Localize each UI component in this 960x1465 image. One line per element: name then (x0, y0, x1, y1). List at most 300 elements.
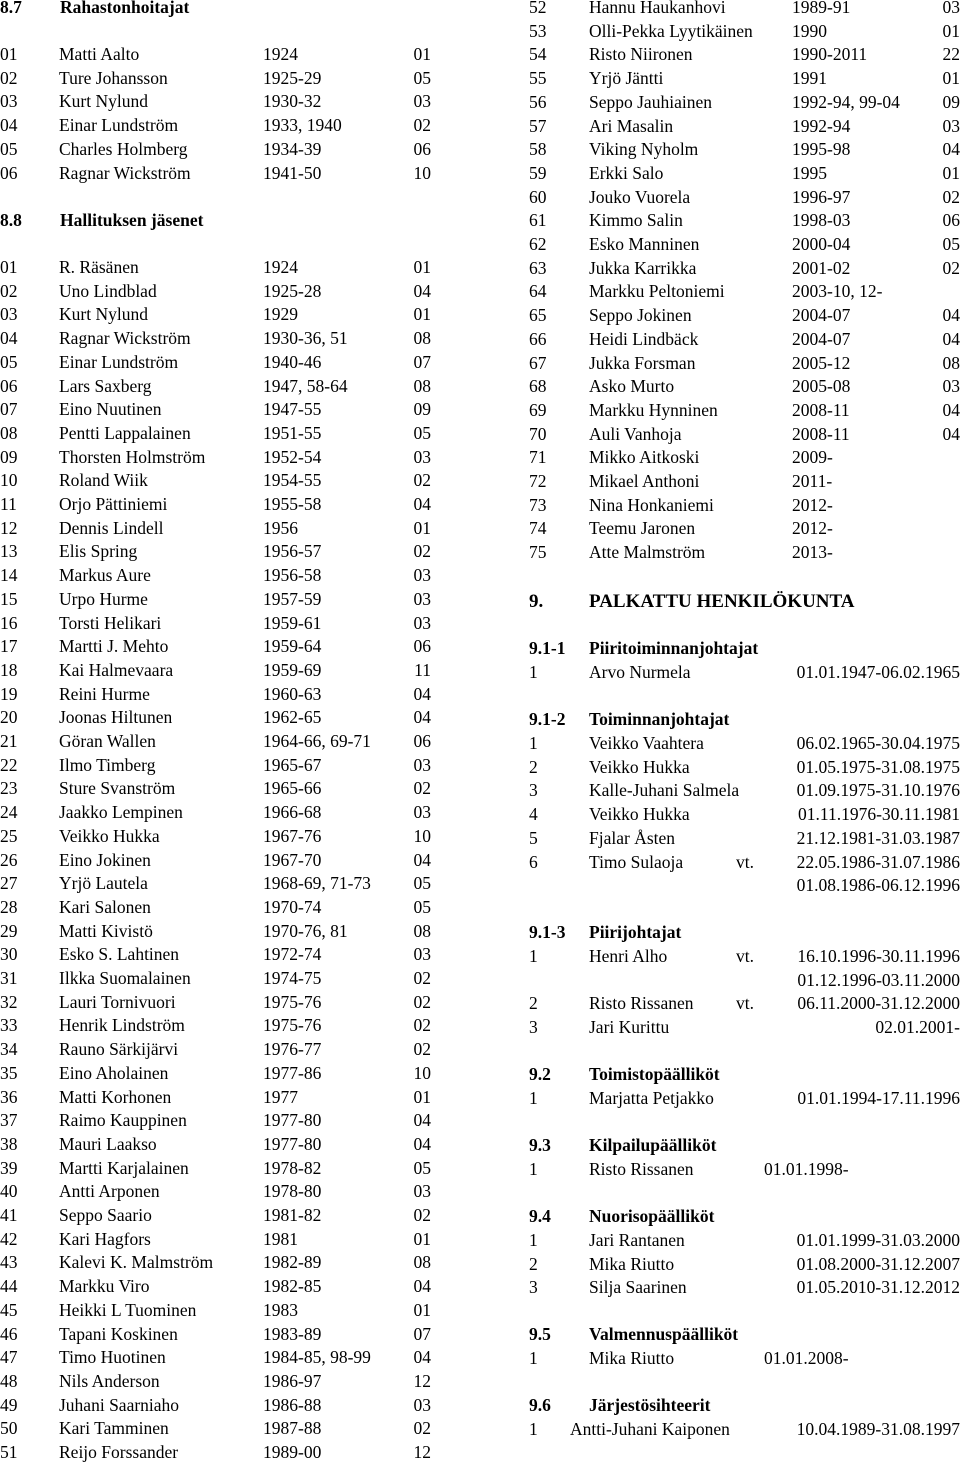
person-name: Olli-Pekka Lyytikäinen (589, 20, 753, 44)
term-count: 04 (414, 683, 432, 707)
years: 1956-57 (263, 540, 321, 564)
person-name: Seppo Saario (59, 1204, 152, 1228)
row-number: 12 (0, 517, 18, 541)
years: 2008-11 (792, 423, 850, 447)
row-number: 53 (529, 20, 547, 44)
years: 2004-07 (792, 328, 850, 352)
section-heading-8-8 (0, 209, 480, 233)
section-title: Kilpailupäälliköt (589, 1134, 716, 1158)
term-count: 01 (414, 1228, 432, 1252)
row-number: 28 (0, 896, 18, 920)
board-member-row (0, 1346, 480, 1370)
person-name: Heidi Lindbäck (589, 328, 698, 352)
row-number: 41 (0, 1204, 18, 1228)
section-heading-9 (529, 590, 960, 614)
person-name: Jari Rantanen (589, 1229, 685, 1253)
term-count: 01 (414, 1086, 432, 1110)
board-member-row (0, 517, 480, 541)
years: 1977 (263, 1086, 298, 1110)
section-title: Piirijohtajat (589, 921, 681, 945)
board-member-row (0, 872, 480, 896)
section-title: Toimistopäälliköt (589, 1063, 720, 1087)
row-number: 65 (529, 304, 547, 328)
row-number: 38 (0, 1133, 18, 1157)
person-name: Martti J. Mehto (59, 635, 168, 659)
person-name: Risto Rissanen (589, 992, 694, 1016)
section-title: Hallituksen jäsenet (60, 209, 203, 233)
row-number: 2 (529, 992, 538, 1016)
years: 2001-02 (792, 257, 850, 281)
row-number: 10 (0, 469, 18, 493)
board-member-row (529, 162, 960, 186)
board-member-row (0, 327, 480, 351)
person-name: Rauno Särkijärvi (59, 1038, 178, 1062)
period: 01.01.2008- (764, 1347, 849, 1371)
row-number: 22 (0, 754, 18, 778)
term-count: 04 (414, 1133, 432, 1157)
years: 1987-88 (263, 1417, 321, 1441)
row-number: 57 (529, 115, 547, 139)
person-name: Einar Lundström (59, 351, 178, 375)
years: 1983-89 (263, 1323, 321, 1347)
person-name: Charles Holmberg (59, 138, 187, 162)
term-count: 01 (414, 303, 432, 327)
term-count: 09 (943, 91, 960, 115)
person-name: Yrjö Lautela (59, 872, 148, 896)
years: 2012- (792, 517, 833, 541)
term-count: 01 (414, 1299, 432, 1323)
row-number: 23 (0, 777, 18, 801)
term-count: 02 (414, 1417, 432, 1441)
row-number: 31 (0, 967, 18, 991)
treasurer-row (0, 162, 480, 186)
board-member-row (0, 991, 480, 1015)
row-number: 35 (0, 1062, 18, 1086)
years: 1959-69 (263, 659, 321, 683)
board-member-row (0, 1038, 480, 1062)
years: 1940-46 (263, 351, 321, 375)
years: 1986-88 (263, 1394, 321, 1418)
row-number: 15 (0, 588, 18, 612)
row-number: 05 (0, 351, 18, 375)
section-title: Järjestösihteerit (589, 1394, 710, 1418)
term-count: 08 (414, 375, 432, 399)
staff-row (529, 992, 960, 1016)
person-name: Elis Spring (59, 540, 137, 564)
term-count: 02 (414, 469, 432, 493)
row-number: 11 (0, 493, 17, 517)
term-count: 02 (414, 1038, 432, 1062)
period: 22.05.1986-31.07.1986 (797, 851, 960, 875)
person-name: Esko Manninen (589, 233, 699, 257)
term-count: 01 (943, 67, 960, 91)
period: 01.12.1996-03.11.2000 (797, 969, 960, 993)
person-name: Kari Tamminen (59, 1417, 169, 1441)
board-member-row (529, 517, 960, 541)
section-heading-9-1-1 (529, 637, 960, 661)
term-count: 01 (943, 20, 960, 44)
term-count: 04 (943, 328, 960, 352)
person-name: Henrik Lindström (59, 1014, 185, 1038)
board-member-row (0, 635, 480, 659)
board-member-row (529, 304, 960, 328)
term-count: 06 (414, 635, 432, 659)
row-number: 29 (0, 920, 18, 944)
board-member-row (0, 920, 480, 944)
term-count: 05 (414, 67, 432, 91)
board-member-row (0, 706, 480, 730)
term-count: 08 (414, 327, 432, 351)
person-name: Mika Riutto (589, 1347, 674, 1371)
treasurer-row (0, 138, 480, 162)
years: 1992-94 (792, 115, 850, 139)
section-heading-9-5 (529, 1323, 960, 1347)
board-member-row (0, 1062, 480, 1086)
years: 1957-59 (263, 588, 321, 612)
board-member-row (0, 967, 480, 991)
term-count: 02 (414, 991, 432, 1015)
term-count: 01 (414, 517, 432, 541)
row-number: 16 (0, 612, 18, 636)
section-title: Piiritoiminnanjohtajat (589, 637, 758, 661)
years: 1947, 58-64 (263, 375, 348, 399)
person-name: Kai Halmevaara (59, 659, 173, 683)
person-name: Mauri Laakso (59, 1133, 157, 1157)
years: 1981 (263, 1228, 298, 1252)
person-name: Eino Jokinen (59, 849, 151, 873)
person-name: Mikko Aitkoski (589, 446, 699, 470)
person-name: Uno Lindblad (59, 280, 157, 304)
person-name: Risto Rissanen (589, 1158, 694, 1182)
person-name: Atte Malmström (589, 541, 705, 565)
term-count: 09 (414, 398, 432, 422)
section-number: 9.6 (529, 1394, 551, 1418)
person-name: Veikko Hukka (589, 803, 690, 827)
row-number: 01 (0, 43, 18, 67)
board-member-row (0, 1275, 480, 1299)
staff-row (529, 1087, 960, 1111)
term-count: 08 (414, 1251, 432, 1275)
row-number: 1 (529, 1158, 538, 1182)
person-name: Veikko Vaahtera (589, 732, 704, 756)
row-number: 69 (529, 399, 547, 423)
years: 2003-10, 12- (792, 280, 882, 304)
board-member-row (529, 209, 960, 233)
section-heading-8-7 (0, 0, 480, 20)
period: 01.01.1999-31.03.2000 (797, 1229, 960, 1253)
years: 1951-55 (263, 422, 321, 446)
row-number: 07 (0, 398, 18, 422)
years: 1967-76 (263, 825, 321, 849)
term-count: 12 (414, 1441, 432, 1465)
row-number: 55 (529, 67, 547, 91)
person-name: Einar Lundström (59, 114, 178, 138)
person-name: Reijo Forssander (59, 1441, 178, 1465)
person-name: Matti Korhonen (59, 1086, 171, 1110)
board-member-row (0, 943, 480, 967)
row-number: 45 (0, 1299, 18, 1323)
person-name: Kari Salonen (59, 896, 151, 920)
row-number: 71 (529, 446, 547, 470)
term-count: 04 (414, 1346, 432, 1370)
period: 01.01.1947-06.02.1965 (797, 661, 960, 685)
board-member-row (529, 541, 960, 565)
acting-mark: vt. (736, 945, 754, 969)
row-number: 19 (0, 683, 18, 707)
row-number: 48 (0, 1370, 18, 1394)
term-count: 03 (943, 0, 960, 20)
section-title: Nuorisopäälliköt (589, 1205, 714, 1229)
staff-row (529, 1418, 960, 1442)
person-name: Ragnar Wickström (59, 162, 191, 186)
period: 01.11.1976-30.11.1981 (798, 803, 960, 827)
term-count: 04 (943, 399, 960, 423)
person-name: Ari Masalin (589, 115, 673, 139)
board-member-row (0, 777, 480, 801)
years: 1925-28 (263, 280, 321, 304)
section-title: Valmennuspäälliköt (589, 1323, 738, 1347)
person-name: Thorsten Holmström (59, 446, 205, 470)
person-name: Seppo Jauhiainen (589, 91, 712, 115)
person-name: Timo Sulaoja (589, 851, 683, 875)
years: 1956-58 (263, 564, 321, 588)
person-name: Sture Svanström (59, 777, 175, 801)
section-heading-9-1-2 (529, 708, 960, 732)
treasurer-row (0, 90, 480, 114)
board-member-row (0, 1251, 480, 1275)
person-name: Henri Alho (589, 945, 667, 969)
years: 1983 (263, 1299, 298, 1323)
row-number: 1 (529, 661, 538, 685)
row-number: 40 (0, 1180, 18, 1204)
years: 1972-74 (263, 943, 321, 967)
row-number: 68 (529, 375, 547, 399)
years: 1959-61 (263, 612, 321, 636)
years: 1998-03 (792, 209, 850, 233)
person-name: Timo Huotinen (59, 1346, 166, 1370)
row-number: 27 (0, 872, 18, 896)
board-member-row (529, 67, 960, 91)
board-member-row (0, 303, 480, 327)
section-number: 9.5 (529, 1323, 551, 1347)
board-member-row (529, 399, 960, 423)
term-count: 03 (414, 90, 432, 114)
acting-mark: vt. (736, 992, 754, 1016)
term-count: 03 (414, 754, 432, 778)
board-member-row (0, 896, 480, 920)
term-count: 03 (414, 1394, 432, 1418)
acting-mark: vt. (736, 851, 754, 875)
person-name: Kurt Nylund (59, 90, 148, 114)
person-name: Fjalar Åsten (589, 827, 675, 851)
term-count: 10 (414, 162, 432, 186)
person-name: Jaakko Lempinen (59, 801, 183, 825)
years: 1956 (263, 517, 298, 541)
row-number: 20 (0, 706, 18, 730)
years: 1925-29 (263, 67, 321, 91)
years: 1977-80 (263, 1133, 321, 1157)
board-member-row (0, 1441, 480, 1465)
staff-row (529, 1016, 960, 1040)
person-name: Matti Kivistö (59, 920, 153, 944)
years: 1977-80 (263, 1109, 321, 1133)
section-number: 9.2 (529, 1063, 551, 1087)
person-name: Dennis Lindell (59, 517, 164, 541)
term-count: 03 (414, 1180, 432, 1204)
section-title: Toiminnanjohtajat (589, 708, 729, 732)
person-name: Teemu Jaronen (589, 517, 695, 541)
period: 10.04.1989-31.08.1997 (797, 1418, 960, 1442)
person-name: Pentti Lappalainen (59, 422, 191, 446)
years: 2005-12 (792, 352, 850, 376)
term-count: 04 (414, 706, 432, 730)
person-name: Orjo Pättiniemi (59, 493, 167, 517)
board-member-row (529, 233, 960, 257)
row-number: 34 (0, 1038, 18, 1062)
section-number: 9.1-2 (529, 708, 565, 732)
years: 1964-66, 69-71 (263, 730, 371, 754)
years: 1978-82 (263, 1157, 321, 1181)
term-count: 05 (414, 1157, 432, 1181)
term-count: 02 (414, 114, 432, 138)
board-member-row (529, 20, 960, 44)
person-name: Ilmo Timberg (59, 754, 155, 778)
term-count: 10 (414, 1062, 432, 1086)
row-number: 5 (529, 827, 538, 851)
row-number: 47 (0, 1346, 18, 1370)
term-count: 04 (943, 138, 960, 162)
years: 2008-11 (792, 399, 850, 423)
term-count: 03 (414, 612, 432, 636)
section-heading-9-1-3 (529, 921, 960, 945)
term-count: 03 (943, 115, 960, 139)
row-number: 1 (529, 1087, 538, 1111)
person-name: Reini Hurme (59, 683, 150, 707)
staff-row (529, 803, 960, 827)
term-count: 06 (414, 730, 432, 754)
treasurer-row (0, 67, 480, 91)
section-title: PALKATTU HENKILÖKUNTA (589, 590, 855, 614)
row-number: 03 (0, 303, 18, 327)
term-count: 10 (414, 825, 432, 849)
period: 01.08.1986-06.12.1996 (797, 874, 960, 898)
years: 1929 (263, 303, 298, 327)
term-count: 03 (414, 801, 432, 825)
person-name: Göran Wallen (59, 730, 156, 754)
person-name: Raimo Kauppinen (59, 1109, 187, 1133)
years: 2013- (792, 541, 833, 565)
row-number: 30 (0, 943, 18, 967)
years: 1991 (792, 67, 827, 91)
years: 1933, 1940 (263, 114, 342, 138)
row-number: 64 (529, 280, 547, 304)
years: 1959-64 (263, 635, 321, 659)
board-member-row (529, 423, 960, 447)
term-count: 02 (414, 540, 432, 564)
board-member-row (529, 0, 960, 20)
years: 1955-58 (263, 493, 321, 517)
row-number: 32 (0, 991, 18, 1015)
person-name: Urpo Hurme (59, 588, 148, 612)
section-title: Rahastonhoitajat (60, 0, 189, 20)
staff-row (529, 1276, 960, 1300)
row-number: 39 (0, 1157, 18, 1181)
term-count: 02 (414, 1204, 432, 1228)
section-heading-9-6 (529, 1394, 960, 1418)
treasurer-row (0, 114, 480, 138)
person-name: Lauri Tornivuori (59, 991, 176, 1015)
row-number: 44 (0, 1275, 18, 1299)
board-member-row (0, 1086, 480, 1110)
row-number: 2 (529, 1253, 538, 1277)
staff-row (529, 969, 960, 993)
staff-row (529, 1158, 960, 1182)
section-heading-9-4 (529, 1205, 960, 1229)
board-member-row (0, 1394, 480, 1418)
row-number: 70 (529, 423, 547, 447)
board-member-row (529, 91, 960, 115)
row-number: 18 (0, 659, 18, 683)
row-number: 1 (529, 1229, 538, 1253)
board-member-row (0, 1323, 480, 1347)
years: 1975-76 (263, 991, 321, 1015)
term-count: 02 (414, 777, 432, 801)
staff-row (529, 732, 960, 756)
board-member-row (529, 446, 960, 470)
row-number: 58 (529, 138, 547, 162)
board-member-row (529, 470, 960, 494)
term-count: 02 (414, 967, 432, 991)
term-count: 08 (943, 352, 960, 376)
years: 1975-76 (263, 1014, 321, 1038)
row-number: 66 (529, 328, 547, 352)
board-member-row (0, 1180, 480, 1204)
years: 1989-00 (263, 1441, 321, 1465)
years: 1968-69, 71-73 (263, 872, 371, 896)
board-member-row (0, 375, 480, 399)
section-number: 8.8 (0, 209, 22, 233)
years: 1995-98 (792, 138, 850, 162)
row-number: 02 (0, 280, 18, 304)
person-name: Eino Aholainen (59, 1062, 168, 1086)
term-count: 07 (414, 1323, 432, 1347)
board-member-row (0, 446, 480, 470)
person-name: Asko Murto (589, 375, 674, 399)
term-count: 05 (414, 896, 432, 920)
row-number: 06 (0, 162, 18, 186)
years: 1990-2011 (792, 43, 867, 67)
section-number: 8.7 (0, 0, 22, 20)
row-number: 72 (529, 470, 547, 494)
board-member-row (0, 849, 480, 873)
row-number: 04 (0, 327, 18, 351)
person-name: Jouko Vuorela (589, 186, 690, 210)
row-number: 74 (529, 517, 547, 541)
row-number: 3 (529, 1016, 538, 1040)
person-name: R. Räsänen (59, 256, 139, 280)
section-number: 9.4 (529, 1205, 551, 1229)
board-member-row (0, 256, 480, 280)
section-number: 9.1-1 (529, 637, 565, 661)
row-number: 61 (529, 209, 547, 233)
person-name: Mika Riutto (589, 1253, 674, 1277)
years: 1992-94, 99-04 (792, 91, 900, 115)
board-member-row (529, 115, 960, 139)
board-member-row (0, 351, 480, 375)
person-name: Risto Niironen (589, 43, 693, 67)
board-member-row (0, 612, 480, 636)
person-name: Kalle-Juhani Salmela (589, 779, 739, 803)
